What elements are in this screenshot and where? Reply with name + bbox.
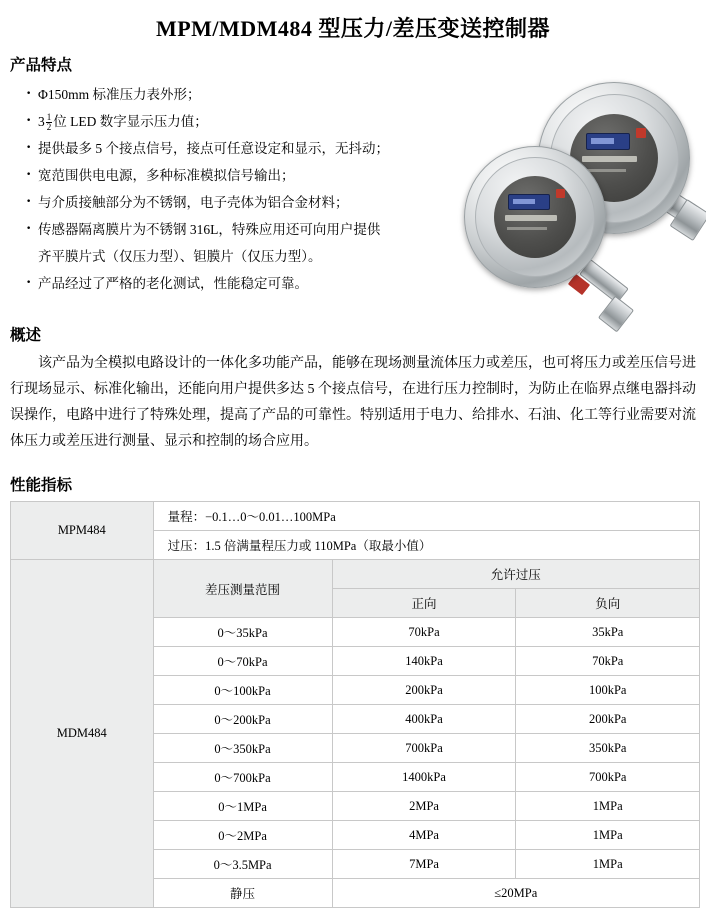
gauge-lower [464, 146, 606, 288]
spec-heading: 性能指标 [10, 477, 73, 494]
reverse-cell: 1MPa [516, 821, 700, 850]
forward-cell: 2MPa [332, 792, 516, 821]
reverse-cell: 35kPa [516, 618, 700, 647]
forward-cell: 200kPa [332, 676, 516, 705]
forward-cell: 400kPa [332, 705, 516, 734]
range-cell: 0～350kPa [153, 734, 332, 763]
feature-item: · 产品经过了严格的老化测试，性能稳定可靠。 [26, 270, 456, 297]
gauge-display [586, 133, 631, 150]
range-cell: 0～70kPa [153, 647, 332, 676]
features-list [8, 81, 456, 297]
forward-cell: 4MPa [332, 821, 516, 850]
overpressure-header-cell: 允许过压 [332, 560, 699, 589]
overview-paragraph: 该产品为全模拟电路设计的一体化多功能产品，能够在现场测量流体压力或差压，也可将压力或差压信号进行现场显示、标准化输出，还能向用户提供多达 5 个接点信号，在进行压力控制时，为防止在临界点继电器抖动误操作，电路中进行了特殊处理，提高了产品的可靠性。特别适用于电力、给排水、石油、化工等行业需要对流体压力或差压进行测量、显示和控制的场合应用。 [10, 356, 696, 449]
table-row [11, 502, 700, 531]
mdm-label-cell: MDM484 [11, 560, 154, 908]
gauge-bezel [475, 157, 595, 277]
feature-item: · 与介质接触部分为不锈钢，电子壳体为铝合金材料； [26, 189, 456, 216]
forward-cell: 7MPa [332, 850, 516, 879]
gauge-face [494, 176, 577, 259]
gauge-sub-label [507, 227, 547, 230]
range-cell: 0～700kPa [153, 763, 332, 792]
feature-item: · 3 $\frac{1}{2}$ 位 LED 数字显示压力值； [26, 108, 456, 135]
reverse-cell: 70kPa [516, 647, 700, 676]
feature-item: · 提供最多 5 个接点信号，接点可任意设定和显示，无抖动； [26, 135, 456, 162]
reverse-cell: 700kPa [516, 763, 700, 792]
feature-item: · Φ150mm 标准压力表外形； [26, 81, 456, 108]
forward-cell: 70kPa [332, 618, 516, 647]
forward-cell: 700kPa [332, 734, 516, 763]
feature-item-continued: 齐平膜片式（仅压力型）、钽膜片（仅压力型）。 [38, 249, 322, 264]
forward-header-cell: 正向 [332, 589, 516, 618]
overview-heading: 概述 [10, 327, 42, 344]
feature-item: · 宽范围供电电源，多种标准模拟信号输出； [26, 162, 456, 189]
mpm-overpressure-cell: 过压：1.5 倍满量程压力或 110MPa（取最小值） [153, 531, 699, 560]
forward-cell: 140kPa [332, 647, 516, 676]
gauge-red-marker [556, 189, 565, 198]
specification-table [10, 501, 700, 908]
feature-item: · 传感器隔离膜片为不锈钢 316L，特殊应用还可向用户提供 [26, 216, 456, 243]
mpm-label-cell: MPM484 [11, 502, 154, 560]
fraction-one-half: $\frac{1}{2}$ [46, 111, 52, 133]
reverse-cell: 200kPa [516, 705, 700, 734]
range-cell: 0～1MPa [153, 792, 332, 821]
gauge-brand-label [505, 215, 556, 221]
document-page [0, 12, 706, 901]
page-title: MPM/MDM484 型压力/差压变送控制器 [155, 16, 551, 41]
product-photo [452, 72, 692, 312]
gauge-display [508, 194, 550, 210]
range-cell: 0～100kPa [153, 676, 332, 705]
range-cell: 0～2MPa [153, 821, 332, 850]
static-pressure-label: 静压 [153, 879, 332, 908]
reverse-cell: 1MPa [516, 850, 700, 879]
range-cell: 0～35kPa [153, 618, 332, 647]
mpm-range-cell: 量程：−0.1…0～0.01…100MPa [153, 502, 699, 531]
forward-cell: 1400kPa [332, 763, 516, 792]
reverse-header-cell: 负向 [516, 589, 700, 618]
range-cell: 0～200kPa [153, 705, 332, 734]
reverse-cell: 1MPa [516, 792, 700, 821]
static-pressure-value: ≤20MPa [332, 879, 699, 908]
reverse-cell: 350kPa [516, 734, 700, 763]
gauge-brand-label [582, 156, 637, 162]
range-header-cell: 差压测量范围 [153, 560, 332, 618]
gauge-red-marker [636, 128, 646, 138]
table-row [11, 560, 700, 589]
range-cell: 0～3.5MPa [153, 850, 332, 879]
reverse-cell: 100kPa [516, 676, 700, 705]
features-heading: 产品特点 [10, 57, 73, 74]
